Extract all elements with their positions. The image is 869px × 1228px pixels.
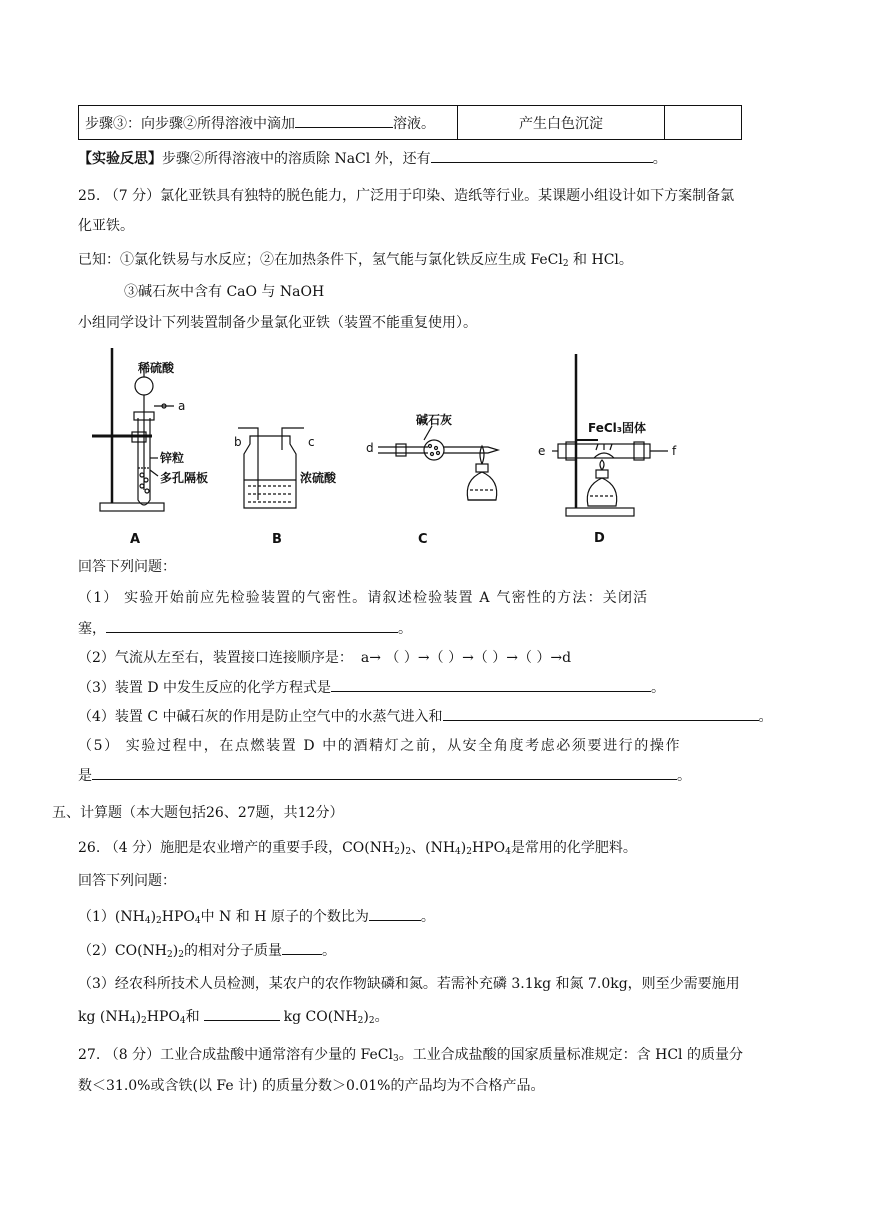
q25-p1-line2 — [78, 618, 412, 639]
q26-p2-c: 的相对分子质量 — [183, 943, 282, 959]
q26-p2-a: （2）CO(NH — [78, 943, 168, 959]
sub: 4 — [505, 847, 511, 857]
q25-design: 小组同学设计下列装置制备少量氯化亚铁（装置不能重复使用）。 — [78, 315, 477, 331]
sub: 4 — [194, 916, 201, 926]
sub: 4 — [455, 847, 461, 857]
port-a: a — [178, 399, 186, 413]
p3-blank[interactable] — [331, 677, 651, 692]
q26-p3-d: 和 — [185, 1009, 200, 1025]
reflection-tag: 【实验反思】 — [78, 151, 162, 167]
p5-prefix: 是 — [78, 768, 92, 784]
sub: 2 — [394, 847, 400, 857]
q26-p2 — [78, 940, 336, 965]
q26-intro-c: 、(NH — [411, 840, 456, 856]
p5-blank[interactable] — [92, 765, 677, 780]
known1-post: 和 HCl。 — [568, 252, 633, 268]
q26-p2-blank[interactable] — [282, 940, 322, 955]
q26-p2-end: 。 — [321, 943, 336, 959]
reflection-text: 步骤②所得溶液中的溶质除 NaCl 外，还有 — [162, 151, 431, 167]
q26-p1 — [78, 906, 435, 931]
q26-p2-b: ) — [172, 943, 179, 959]
label-dilute-acid: 稀硫酸 — [138, 361, 175, 375]
q26-intro-a: 26. （4 分）施肥是农业增产的重要手段，CO(NH — [78, 840, 395, 856]
step3-suffix: 溶液。 — [393, 115, 435, 132]
q25-line1: 25. （7 分）氯化亚铁具有独特的脱色能力，广泛用于印染、造纸等行业。某课题小组设计如下方案制备氯 — [78, 188, 735, 204]
q26-intro — [78, 838, 637, 862]
q27-line1-a: 27. （8 分）工业合成盐酸中通常溶有少量的 FeCl — [78, 1047, 393, 1063]
sub: 2 — [405, 847, 412, 857]
p4-end: 。 — [758, 709, 773, 725]
apparatus-d — [552, 354, 668, 516]
p3-prefix: （3）装置 D 中发生反应的化学方程式是 — [78, 680, 332, 696]
q26-p3-f: ) — [363, 1009, 369, 1025]
port-e: e — [538, 444, 546, 458]
q26-intro-d: ) — [460, 840, 467, 856]
label-fecl3: FeCl₃固体 — [588, 421, 647, 435]
step3-cell — [79, 106, 458, 140]
port-b: b — [234, 435, 242, 449]
experiment-table — [78, 105, 742, 140]
q25-p3 — [78, 677, 665, 698]
sub: 2 — [156, 916, 162, 926]
sub: 2 — [368, 1016, 375, 1026]
p4-blank[interactable] — [443, 706, 759, 721]
sub: 4 — [179, 1016, 186, 1026]
sub: 2 — [466, 847, 472, 857]
q26-answer-intro: 回答下列问题： — [78, 873, 176, 889]
conclusion-cell — [665, 106, 742, 140]
apparatus-b — [238, 428, 304, 508]
q26-p1-b: ) — [150, 909, 157, 925]
port-c: c — [308, 435, 315, 449]
sub: 3 — [392, 1054, 399, 1064]
q26-p1-end: 。 — [420, 909, 435, 925]
sub: 2 — [357, 1016, 364, 1026]
q26-p3-a: kg (NH — [78, 1009, 130, 1025]
q25-p5-line2 — [78, 765, 691, 786]
reflection-end: 。 — [652, 151, 667, 167]
q26-intro-b: ) — [399, 840, 406, 856]
p2-prefix: （2）气流从左至右，装置接口连接顺序是： — [78, 650, 353, 666]
q26-p3-e: kg CO(NH — [283, 1009, 358, 1025]
q25-answer-intro: 回答下列问题： — [78, 559, 176, 575]
q26-p1-a: （1）(NH — [78, 909, 145, 925]
p2-chain[interactable]: a→ （ ）→（ ）→（ ）→（ ）→d — [360, 650, 572, 666]
label-d: D — [594, 531, 605, 546]
q26-p3-b: ) — [135, 1009, 142, 1025]
q25-p4 — [78, 706, 773, 727]
p5-end: 。 — [677, 768, 691, 784]
p3-end: 。 — [651, 680, 666, 696]
label-soda-lime: 碱石灰 — [416, 413, 453, 427]
step3-prefix: 步骤③：向步骤②所得溶液中滴加 — [85, 115, 295, 132]
port-f: f — [672, 444, 677, 458]
q26-p3-g: 。 — [374, 1009, 389, 1025]
p1-blank[interactable] — [106, 618, 398, 633]
q25-known1 — [78, 250, 633, 274]
q26-intro-f: 是常用的化学肥料。 — [510, 840, 637, 856]
reflection-line — [78, 148, 667, 169]
label-b: B — [272, 532, 282, 547]
label-porous-plate: 多孔隔板 — [160, 471, 209, 485]
section5-heading: 五、计算题（本大题包括26、27题，共12分） — [52, 805, 344, 821]
q26-intro-e: HPO — [471, 840, 506, 856]
p1-prefix: 塞， — [78, 621, 106, 637]
sub: 2 — [141, 1016, 147, 1026]
label-zinc: 锌粒 — [160, 451, 185, 465]
known1-sub: 2 — [562, 259, 569, 269]
q26-p3-c: HPO — [146, 1009, 180, 1025]
q25-known2: ③碱石灰中含有 CaO 与 NaOH — [124, 284, 325, 300]
q27-line2: 数＜31.0%或含铁(以 Fe 计) 的质量分数＞0.01%的产品均为不合格产品。 — [78, 1078, 545, 1094]
q26-p3-line2 — [78, 1006, 389, 1031]
step3-blank[interactable] — [295, 113, 393, 128]
port-d: d — [366, 441, 374, 455]
q26-p3-line1: （3）经农科所技术人员检测，某农户的农作物缺磷和氮。若需补充磷 3.1kg 和氮 7.0kg，则至少需要施用 — [78, 976, 740, 992]
q25-p1-line1: （1） 实验开始前应先检验装置的气密性。请叙述检验装置 A 气密性的方法：关闭活 — [78, 590, 649, 606]
sub: 2 — [178, 950, 184, 960]
table-row — [79, 106, 742, 140]
q26-p1-d: 中 N 和 H 原子的个数比为 — [200, 909, 369, 925]
label-conc-acid: 浓硫酸 — [300, 471, 337, 485]
sub: 4 — [129, 1016, 136, 1026]
q26-p3-blank[interactable] — [204, 1006, 280, 1021]
sub: 4 — [144, 916, 151, 926]
p4-prefix: （4）装置 C 中碱石灰的作用是防止空气中的水蒸气进入和 — [78, 709, 443, 725]
apparatus-diagram — [78, 340, 698, 550]
label-a: A — [130, 532, 141, 547]
sub: 2 — [167, 950, 173, 960]
q26-p1-blank[interactable] — [369, 906, 421, 921]
phenomenon-cell: 产生白色沉淀 — [458, 106, 665, 140]
label-c: C — [418, 532, 428, 547]
reflection-blank[interactable] — [431, 148, 653, 163]
p1-end: 。 — [398, 621, 412, 637]
q27-line1 — [78, 1045, 743, 1069]
apparatus-c — [378, 426, 498, 500]
q27-line1-b: 。工业合成盐酸的国家质量标准规定：含 HCl 的质量分 — [398, 1047, 743, 1063]
q25-p2 — [78, 648, 571, 668]
known1-pre: 已知：①氯化铁易与水反应；②在加热条件下，氢气能与氯化铁反应生成 FeCl — [78, 252, 563, 268]
q26-p1-c: HPO — [161, 909, 195, 925]
q25-p5-line1: （5） 实验过程中，在点燃装置 D 中的酒精灯之前，从安全角度考虑必须要进行的操作 — [78, 738, 682, 754]
q25-line2: 化亚铁。 — [78, 218, 134, 234]
